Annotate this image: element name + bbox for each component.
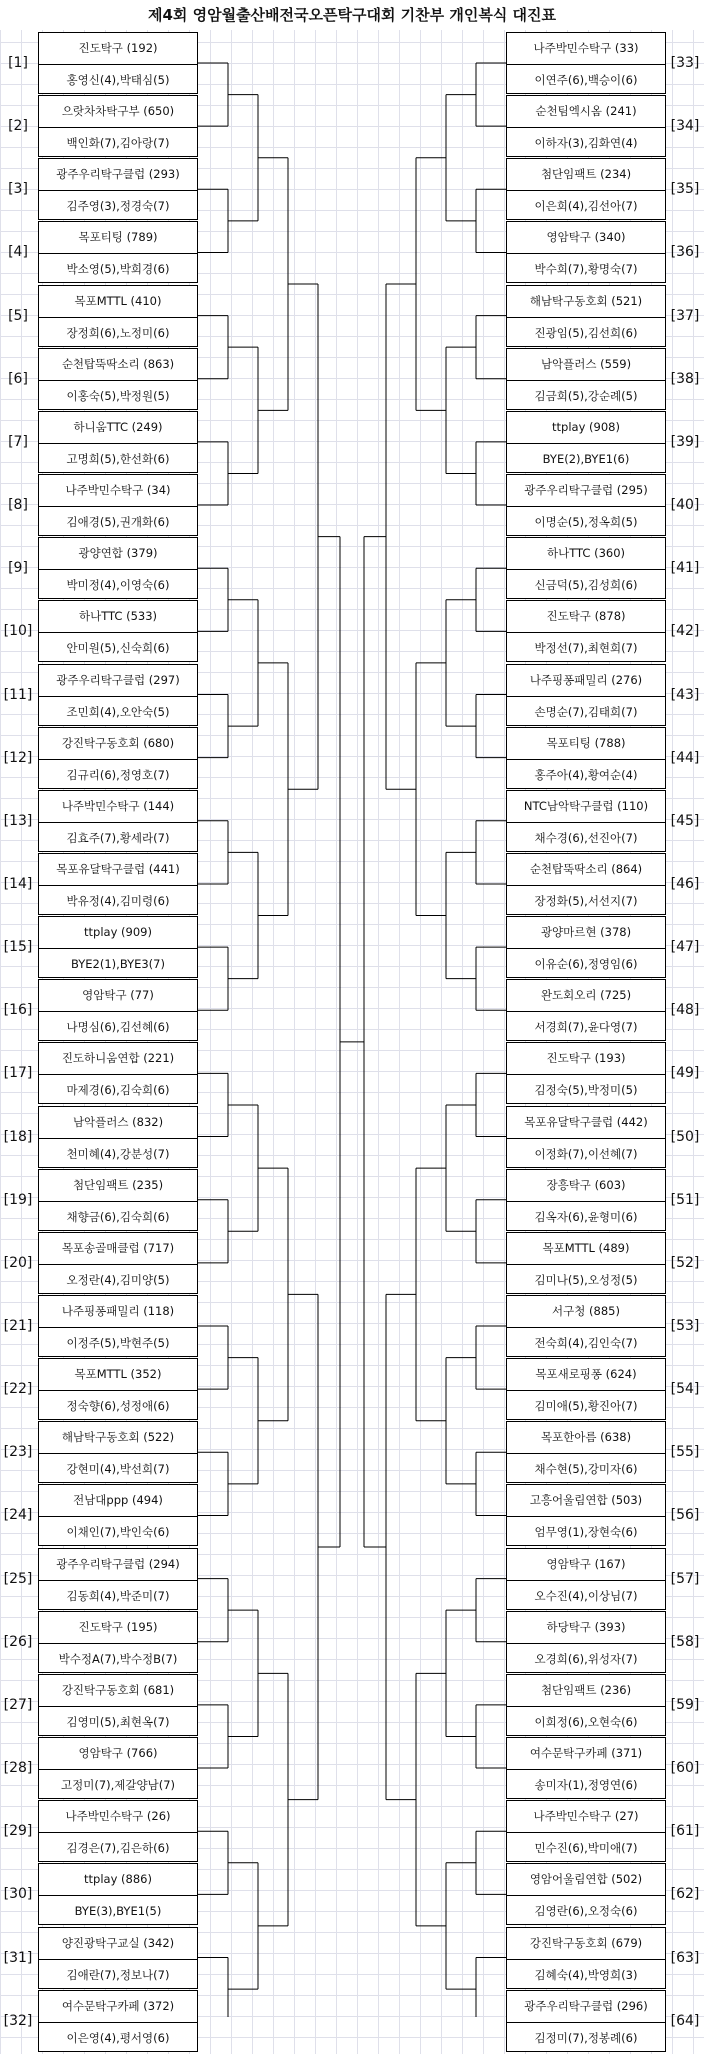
seed-number: [18] <box>3 1128 33 1145</box>
team-name: 영암탁구 (167) <box>507 1549 665 1581</box>
entry-box <box>38 1990 198 2052</box>
seed-number: [27] <box>3 1696 33 1713</box>
seed-number: [41] <box>670 560 700 577</box>
player-names: 송미자(1),정영연(6) <box>534 1778 638 1793</box>
team-name: 고흥어울림연합 (503) <box>507 1485 665 1517</box>
team-name: NTC남악탁구클럽 (110) <box>507 791 665 823</box>
team-name: 전남대ppp (494) <box>39 1485 197 1517</box>
player-names: 홍영신(4),박태심(5) <box>66 73 170 87</box>
seed-number: [45] <box>670 812 700 829</box>
team-name: 첨단임팩트 (236) <box>507 1675 665 1707</box>
team-name: 진도탁구 (193) <box>507 1043 665 1075</box>
entry-box <box>38 1232 198 1294</box>
player-names: 김애란(7),정보나(7) <box>66 1967 170 1982</box>
team-name: 광주우리탁구클럽 (293) <box>39 159 197 191</box>
entry-box <box>38 979 198 1041</box>
entry-box <box>506 1548 666 1610</box>
entry-box <box>38 1863 198 1925</box>
seed-number: [62] <box>670 1886 700 1903</box>
team-name: 목포송골매클럽 (717) <box>39 1233 197 1265</box>
player-names: 김미애(5),황진아(7) <box>534 1399 638 1414</box>
seed-number: [52] <box>670 1254 700 1271</box>
player-names: 이정화(7),이선혜(7) <box>534 1146 638 1161</box>
seed-number: [37] <box>670 307 700 324</box>
entry-box <box>506 1169 666 1231</box>
entry-box <box>38 537 198 599</box>
player-names: 장정화(5),서선지(7) <box>534 893 638 908</box>
team-name: 나주박민수탁구 (34) <box>39 475 197 507</box>
player-names: 김옥자(6),윤형미(6) <box>534 1209 638 1224</box>
team-name: 나주박민수탁구 (26) <box>39 1801 197 1833</box>
team-name: ttplay (886) <box>39 1864 197 1896</box>
team-name: 목포한아름 (638) <box>507 1422 665 1454</box>
player-names: 엄무영(1),장현숙(6) <box>534 1525 638 1540</box>
player-names: 이정주(5),박현주(5) <box>66 1336 170 1350</box>
seed-number: [36] <box>670 244 700 261</box>
entry-box <box>506 1927 666 1989</box>
seed-number: [43] <box>670 686 700 703</box>
player-names: 장정희(6),노정미(6) <box>66 325 170 340</box>
seed-number: [31] <box>3 1949 33 1966</box>
player-names: 이은영(4),평서영(6) <box>66 2030 170 2045</box>
player-names: 박정선(7),최현희(7) <box>534 641 638 656</box>
entry-box <box>38 727 198 789</box>
seed-number: [17] <box>3 1065 33 1082</box>
entry-box <box>38 1548 198 1610</box>
team-name: 강진탁구동호회 (680) <box>39 728 197 760</box>
entry-box <box>506 1737 666 1799</box>
seed-number: [39] <box>670 433 700 450</box>
seed-number: [61] <box>670 1823 700 1840</box>
player-names: 이희정(6),오현숙(6) <box>534 1714 638 1729</box>
team-name: 진도하니움연합 (221) <box>39 1043 197 1075</box>
team-name: 목포유달탁구클럽 (442) <box>507 1107 665 1139</box>
player-names: 이연주(6),백승이(6) <box>534 73 638 87</box>
player-names: 채향금(6),김숙희(6) <box>66 1209 170 1224</box>
seed-number: [49] <box>670 1065 700 1082</box>
seed-number: [3] <box>8 181 28 198</box>
entry-box <box>38 1674 198 1736</box>
entry-box <box>38 790 198 852</box>
seed-number: [38] <box>670 370 700 387</box>
team-name: 목포MTTL (352) <box>39 1359 197 1391</box>
team-name: 광양연합 (379) <box>39 538 197 570</box>
entry-box <box>38 348 198 410</box>
entry-box <box>506 1421 666 1483</box>
seed-number: [54] <box>670 1381 700 1398</box>
seed-number: [20] <box>3 1254 33 1271</box>
player-names: 이하자(3),김화연(4) <box>534 136 638 151</box>
team-name: 서구청 (885) <box>507 1296 665 1328</box>
player-names: 천미혜(4),강분성(7) <box>66 1146 170 1161</box>
player-names: 박소영(5),박희경(6) <box>66 262 170 277</box>
player-names: 박미정(4),이영숙(6) <box>66 578 170 593</box>
player-names: 나명심(6),김선혜(6) <box>66 1020 170 1035</box>
entry-box <box>38 1421 198 1483</box>
player-names: 조민희(4),오안숙(5) <box>66 704 170 719</box>
seed-number: [60] <box>670 1760 700 1777</box>
entry-box <box>38 1737 198 1799</box>
player-names: 안미원(5),신숙희(6) <box>66 641 170 656</box>
entry-box <box>38 474 198 536</box>
team-name: 나주박민수탁구 (144) <box>39 791 197 823</box>
seed-number: [56] <box>670 1507 700 1524</box>
team-name: 목포유달탁구클럽 (441) <box>39 854 197 886</box>
player-names: 이유순(6),정영임(6) <box>534 957 638 972</box>
player-names: BYE2(1),BYE3(7) <box>71 957 165 972</box>
seed-number: [53] <box>670 1318 700 1334</box>
seed-number: [50] <box>670 1128 700 1145</box>
player-names: 마제경(6),김숙희(6) <box>66 1083 170 1098</box>
team-name: 광주우리탁구클럽 (294) <box>39 1549 197 1581</box>
team-name: 하나TTC (533) <box>39 601 197 633</box>
player-names: 김경은(7),김은하(6) <box>66 1841 170 1856</box>
player-names: 김동희(4),박준미(7) <box>66 1588 170 1603</box>
team-name: 영암탁구 (766) <box>39 1738 197 1770</box>
entry-box <box>506 348 666 410</box>
entry-box <box>38 411 198 473</box>
team-name: 광주우리탁구클럽 (295) <box>507 475 665 507</box>
team-name: 하당탁구 (393) <box>507 1612 665 1644</box>
seed-number: [55] <box>670 1444 700 1461</box>
team-name: 목포MTTL (410) <box>39 286 197 318</box>
player-names: 김미나(5),오성정(5) <box>534 1272 638 1287</box>
player-names: 김정숙(5),박정미(5) <box>534 1083 638 1098</box>
entry-box <box>506 95 666 157</box>
entry-box <box>38 600 198 662</box>
player-names: 전숙희(4),김인숙(7) <box>534 1336 638 1350</box>
entry-box <box>506 1611 666 1673</box>
seed-number: [12] <box>3 749 33 766</box>
entry-box <box>38 1611 198 1673</box>
entry-box <box>38 1800 198 1862</box>
player-names: BYE(2),BYE1(6) <box>542 451 630 466</box>
player-names: 이명순(5),정옥희(5) <box>534 515 638 530</box>
entry-box <box>506 790 666 852</box>
player-names: 김주영(3),정경숙(7) <box>66 199 170 214</box>
team-name: 해남탁구동호회 (521) <box>507 286 665 318</box>
entry-box <box>38 32 198 94</box>
team-name: 남악플러스 (559) <box>507 349 665 381</box>
team-name: 목포티팅 (789) <box>39 222 197 254</box>
player-names: 김규리(6),정영호(7) <box>66 767 170 782</box>
entry-box <box>506 221 666 283</box>
player-names: 이채인(7),박인숙(6) <box>66 1525 170 1540</box>
player-names: 고명희(5),한선화(6) <box>66 451 170 466</box>
player-names: 손명순(7),김태희(7) <box>534 704 638 719</box>
entry-box <box>506 979 666 1041</box>
team-name: 목포새로핑퐁 (624) <box>507 1359 665 1391</box>
seed-number: [28] <box>3 1760 33 1777</box>
entry-box <box>38 285 198 347</box>
seed-number: [2] <box>8 118 28 135</box>
seed-number: [23] <box>3 1444 33 1461</box>
seed-number: [22] <box>3 1381 33 1398</box>
seed-number: [32] <box>3 2012 33 2029</box>
team-name: 나주핑퐁패밀리 (276) <box>507 665 665 697</box>
entry-box <box>506 1863 666 1925</box>
entry-box <box>38 664 198 726</box>
entry-box <box>506 1042 666 1104</box>
entry-box <box>506 474 666 536</box>
player-names: 박수희(7),황명숙(7) <box>534 262 638 277</box>
team-name: 순천탑뚝딱소리 (864) <box>507 854 665 886</box>
seed-number: [48] <box>670 1002 700 1019</box>
player-names: 오경희(6),위성자(7) <box>534 1651 638 1666</box>
team-name: 완도회오리 (725) <box>507 980 665 1012</box>
player-names: 홍주아(4),황여순(4) <box>534 767 638 782</box>
seed-number: [26] <box>3 1633 33 1650</box>
team-name: 진도탁구 (195) <box>39 1612 197 1644</box>
seed-number: [35] <box>670 181 700 198</box>
player-names: 고정미(7),제갈양남(7) <box>61 1778 175 1793</box>
team-name: 진도탁구 (878) <box>507 601 665 633</box>
entry-box <box>506 1800 666 1862</box>
entry-box <box>38 1295 198 1357</box>
player-names: 오수진(4),이상님(7) <box>534 1588 638 1603</box>
player-names: 김애경(5),권개화(6) <box>66 515 170 530</box>
seed-number: [6] <box>8 370 28 387</box>
seed-number: [21] <box>3 1318 33 1334</box>
team-name: 나주박민수탁구 (27) <box>507 1801 665 1833</box>
team-name: 여수문탁구카페 (372) <box>39 1991 197 2023</box>
entry-box <box>506 853 666 915</box>
seed-number: [13] <box>3 812 33 829</box>
seed-number: [14] <box>3 875 33 892</box>
team-name: 첨단임팩트 (234) <box>507 159 665 191</box>
entry-box <box>506 1990 666 2052</box>
player-names: 채수현(5),강미자(6) <box>534 1462 638 1477</box>
entry-box <box>506 1674 666 1736</box>
seed-number: [25] <box>3 1570 33 1587</box>
entry-box <box>38 1927 198 1989</box>
team-name: 광주우리탁구클럽 (296) <box>507 1991 665 2023</box>
player-names: BYE(3),BYE1(5) <box>74 1904 162 1919</box>
seed-number: [59] <box>670 1696 700 1713</box>
seed-number: [7] <box>8 433 28 450</box>
entry-box <box>38 158 198 220</box>
entry-box <box>506 1232 666 1294</box>
team-name: 광주우리탁구클럽 (297) <box>39 665 197 697</box>
seed-number: [33] <box>670 55 700 71</box>
player-names: 신금덕(5),김성희(6) <box>534 578 638 593</box>
team-name: 순천팀엑시옴 (241) <box>507 96 665 128</box>
player-names: 강현미(4),박선희(7) <box>66 1462 170 1477</box>
player-names: 김금희(5),강순례(5) <box>534 388 638 403</box>
team-name: 여수문탁구카페 (371) <box>507 1738 665 1770</box>
player-names: 김정미(7),정봉례(6) <box>534 2030 638 2045</box>
seed-number: [5] <box>8 307 28 324</box>
seed-number: [15] <box>3 939 33 956</box>
entry-box <box>506 537 666 599</box>
entry-box <box>506 600 666 662</box>
seed-number: [51] <box>670 1191 700 1208</box>
seed-number: [29] <box>3 1823 33 1840</box>
team-name: 목포티팅 (788) <box>507 728 665 760</box>
seed-number: [44] <box>670 749 700 766</box>
entry-box <box>38 1042 198 1104</box>
team-name: 하나TTC (360) <box>507 538 665 570</box>
seed-number: [19] <box>3 1191 33 1208</box>
entry-box <box>38 95 198 157</box>
team-name: 광양마르현 (378) <box>507 917 665 949</box>
team-name: 장흥탁구 (603) <box>507 1170 665 1202</box>
player-names: 오정란(4),김미양(5) <box>66 1272 170 1287</box>
team-name: 나주핑퐁패밀리 (118) <box>39 1296 197 1328</box>
team-name: 해남탁구동호회 (522) <box>39 1422 197 1454</box>
entry-box <box>506 916 666 978</box>
seed-number: [4] <box>8 244 28 261</box>
entry-box <box>38 1169 198 1231</box>
seed-number: [64] <box>670 2012 700 2029</box>
seed-number: [63] <box>670 1949 700 1966</box>
seed-number: [42] <box>670 623 700 640</box>
team-name: 영암탁구 (77) <box>39 980 197 1012</box>
seed-number: [10] <box>3 623 33 640</box>
entry-box <box>506 1295 666 1357</box>
player-names: 김영미(5),최현옥(7) <box>66 1714 170 1729</box>
seed-number: [40] <box>670 497 700 514</box>
player-names: 박유정(4),김미령(6) <box>66 893 170 908</box>
team-name: 으랏차차탁구부 (650) <box>39 96 197 128</box>
team-name: 순천탑뚝딱소리 (863) <box>39 349 197 381</box>
seed-number: [57] <box>670 1570 700 1587</box>
entry-box <box>38 853 198 915</box>
entry-box <box>506 1358 666 1420</box>
entry-box <box>38 1106 198 1168</box>
seed-number: [1] <box>8 55 28 71</box>
seed-number: [8] <box>8 497 28 514</box>
entry-box <box>38 221 198 283</box>
seed-number: [24] <box>3 1507 33 1524</box>
team-name: 영암어울림연합 (502) <box>507 1864 665 1896</box>
player-names: 정숙향(6),성정애(6) <box>66 1399 170 1414</box>
entry-box <box>38 1358 198 1420</box>
team-name: 진도탁구 (192) <box>39 33 197 65</box>
team-name: 목포MTTL (489) <box>507 1233 665 1265</box>
seed-number: [11] <box>3 686 33 703</box>
seed-number: [46] <box>670 875 700 892</box>
player-names: 김혜숙(4),박영희(3) <box>534 1967 638 1982</box>
player-names: 이홍숙(5),박정원(5) <box>66 388 170 403</box>
player-names: 채수경(6),선진아(7) <box>534 830 638 845</box>
seed-number: [16] <box>3 1002 33 1019</box>
player-names: 박수정A(7),박수정B(7) <box>58 1651 178 1666</box>
team-name: ttplay (908) <box>507 412 665 444</box>
seed-number: [30] <box>3 1886 33 1903</box>
player-names: 백인화(7),김아랑(7) <box>66 136 170 151</box>
team-name: ttplay (909) <box>39 917 197 949</box>
entry-box <box>506 727 666 789</box>
team-name: 하니움TTC (249) <box>39 412 197 444</box>
seed-number: [58] <box>670 1633 700 1650</box>
team-name: 첨단임팩트 (235) <box>39 1170 197 1202</box>
entry-box <box>506 1106 666 1168</box>
team-name: 영암탁구 (340) <box>507 222 665 254</box>
team-name: 나주박민수탁구 (33) <box>507 33 665 65</box>
player-names: 민수진(6),박미애(7) <box>534 1841 638 1856</box>
seed-number: [34] <box>670 118 700 135</box>
player-names: 서경희(7),윤다영(7) <box>534 1020 638 1035</box>
team-name: 강진탁구동호회 (681) <box>39 1675 197 1707</box>
entry-box <box>506 158 666 220</box>
team-name: 양진광탁구교실 (342) <box>39 1928 197 1960</box>
player-names: 진광임(5),김선희(6) <box>534 325 638 340</box>
team-name: 남악플러스 (832) <box>39 1107 197 1139</box>
page-title: 제4회 영암월출산배전국오픈탁구대회 기찬부 개인복식 대진표 <box>0 0 704 30</box>
entry-box <box>506 285 666 347</box>
entry-box <box>506 32 666 94</box>
seed-number: [47] <box>670 939 700 956</box>
entry-box <box>38 916 198 978</box>
entry-box <box>506 411 666 473</box>
entry-box <box>38 1484 198 1546</box>
entry-box <box>506 664 666 726</box>
entry-box <box>506 1484 666 1546</box>
seed-number: [9] <box>8 560 28 577</box>
player-names: 김효주(7),황세라(7) <box>66 830 170 845</box>
player-names: 김영란(6),오정숙(6) <box>534 1904 638 1919</box>
team-name: 강진탁구동호회 (679) <box>507 1928 665 1960</box>
player-names: 이은희(4),김선아(7) <box>534 199 638 214</box>
